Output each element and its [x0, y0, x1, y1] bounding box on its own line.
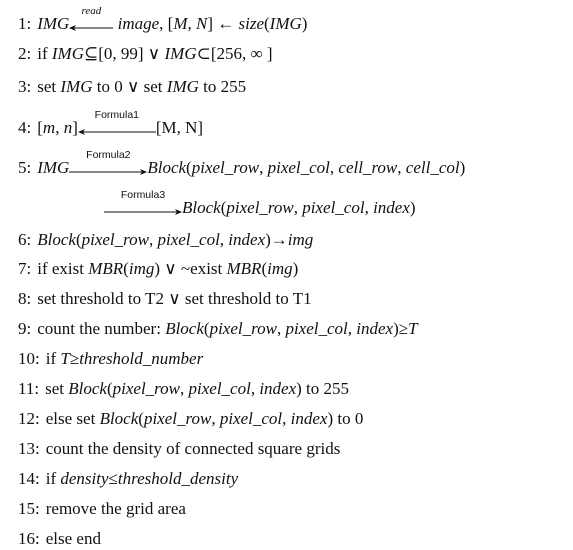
- math-variable: MBR: [88, 259, 124, 278]
- statement-text: (: [138, 409, 144, 428]
- math-variable: pixel_col: [302, 198, 365, 217]
- math-variable: threshold_number: [79, 349, 204, 368]
- statement-text: , [: [159, 14, 174, 33]
- statement-text: ≤: [108, 469, 118, 488]
- math-variable: IMG: [37, 158, 70, 177]
- statement-text: ,: [293, 198, 303, 217]
- line-number-separator: :: [26, 77, 32, 96]
- statement-text: to 0 ∨ set: [92, 77, 167, 96]
- line-number-separator: :: [26, 158, 32, 177]
- math-variable: T: [60, 349, 70, 368]
- statement-text: if exist: [37, 259, 89, 278]
- math-variable: index: [259, 379, 297, 398]
- line-number: 13: [18, 439, 35, 458]
- statement-text: ): [301, 14, 308, 33]
- statement-text: )≥: [393, 319, 409, 338]
- math-variable: Block: [68, 379, 107, 398]
- math-variable: Block: [182, 198, 221, 217]
- statement-text: (: [75, 230, 82, 249]
- line-number: 15: [18, 499, 35, 518]
- math-variable: img: [128, 259, 155, 278]
- statement-text: ,: [250, 379, 260, 398]
- math-variable: pixel_col: [285, 319, 348, 338]
- math-variable: index: [290, 409, 328, 428]
- math-variable: MBR: [226, 259, 262, 278]
- statement-text: ] ←: [207, 14, 239, 33]
- arrow-label: Formula3: [120, 189, 166, 202]
- algorithm-line: [18, 469, 238, 489]
- line-number-separator: :: [26, 319, 32, 338]
- algorithm-line: [18, 259, 298, 279]
- line-number: 8: [18, 289, 27, 308]
- line-number-separator: :: [35, 409, 40, 428]
- statement-text: count the number:: [37, 319, 166, 338]
- line-number-separator: :: [26, 14, 32, 33]
- line-number: 9: [18, 319, 27, 338]
- math-variable: T: [408, 319, 418, 338]
- math-variable: pixel_col: [188, 379, 251, 398]
- statement-text: )→: [265, 230, 288, 249]
- line-number: 7: [18, 259, 27, 278]
- line-number: 2: [18, 44, 27, 63]
- math-variable: IMG: [51, 44, 84, 63]
- right-arrow-icon: [104, 189, 182, 219]
- statement-text: (: [261, 259, 268, 278]
- algorithm-line: [18, 319, 418, 339]
- line-number-separator: :: [26, 118, 32, 137]
- math-variable: M: [173, 14, 188, 33]
- math-variable: IMG: [269, 14, 302, 33]
- line-number: 4: [18, 118, 27, 137]
- algorithm-line: [18, 44, 273, 64]
- math-variable: img: [287, 230, 314, 249]
- statement-text: (: [203, 319, 210, 338]
- statement-text: ) ∨ ~exist: [154, 259, 227, 278]
- statement-text: ,: [282, 409, 291, 428]
- math-variable: pixel_col: [219, 409, 283, 428]
- line-number-separator: :: [34, 379, 40, 398]
- statement-text: ,: [55, 118, 64, 137]
- line-number-separator: :: [35, 529, 40, 548]
- statement-text: ,: [148, 230, 158, 249]
- statement-text: ,: [276, 319, 286, 338]
- algorithm-line: [18, 109, 204, 139]
- statement-text: ) to 255: [296, 379, 350, 398]
- math-variable: m: [42, 118, 56, 137]
- right-arrow-icon: [69, 149, 147, 179]
- math-variable: pixel_row: [191, 158, 260, 177]
- line-number: 6: [18, 230, 27, 249]
- arrow-line: [78, 128, 156, 136]
- statement-text: remove the grid area: [45, 499, 186, 518]
- math-variable: pixel_row: [226, 198, 294, 217]
- statement-text: ): [459, 158, 466, 177]
- line-number-separator: :: [26, 44, 32, 63]
- line-number: 5: [18, 158, 27, 177]
- math-variable: IMG: [60, 77, 93, 96]
- math-variable: index: [373, 198, 410, 217]
- statement-text: if: [45, 469, 61, 488]
- math-variable: index: [356, 319, 394, 338]
- statement-text: [: [37, 118, 43, 137]
- line-number: 12: [18, 409, 35, 428]
- arrow-line: [69, 168, 147, 176]
- math-variable: index: [228, 230, 266, 249]
- math-variable: pixel_col: [157, 230, 220, 249]
- algorithm-line: [18, 439, 340, 459]
- statement-text: if: [45, 349, 61, 368]
- algorithm-line: [18, 409, 363, 429]
- line-number-separator: :: [26, 289, 32, 308]
- statement-text: if: [37, 44, 52, 63]
- algorithm-line: [18, 77, 246, 97]
- arrow-line: [69, 24, 113, 32]
- statement-text: set threshold to T2 ∨ set threshold to T1: [37, 289, 312, 308]
- statement-text: ,: [259, 158, 268, 177]
- arrow-label: read: [81, 5, 102, 18]
- statement-text: (: [123, 259, 129, 278]
- statement-text: (: [186, 158, 192, 177]
- statement-text: set: [37, 77, 61, 96]
- line-number: 1: [18, 14, 27, 33]
- math-variable: density: [60, 469, 109, 488]
- statement-text: ,: [219, 230, 229, 249]
- algorithm-line: [18, 5, 308, 35]
- line-number: 11: [18, 379, 35, 398]
- line-number-separator: :: [26, 230, 32, 249]
- line-number: 10: [18, 349, 35, 368]
- algorithm-line: [18, 149, 466, 179]
- statement-text: ,: [180, 379, 189, 398]
- arrow-line: [104, 208, 182, 216]
- algorithm-line: [18, 529, 101, 549]
- statement-text: ,: [397, 158, 406, 177]
- line-number: 3: [18, 77, 27, 96]
- statement-text: (: [220, 198, 227, 217]
- statement-text: ≥: [69, 349, 80, 368]
- statement-text: ): [292, 259, 299, 278]
- statement-text: ,: [329, 158, 339, 177]
- math-variable: pixel_col: [267, 158, 330, 177]
- statement-text: (: [106, 379, 113, 398]
- math-variable: pixel_row: [112, 379, 180, 398]
- math-variable: pixel_row: [81, 230, 149, 249]
- statement-text: ⊂[256, ∞ ]: [196, 44, 273, 63]
- line-number: 14: [18, 469, 35, 488]
- math-variable: IMG: [37, 14, 70, 33]
- line-number-separator: :: [35, 469, 40, 488]
- line-number-separator: :: [35, 439, 40, 458]
- math-variable: n: [63, 118, 73, 137]
- math-variable: N: [195, 14, 208, 33]
- arrow-label: Formula2: [86, 149, 131, 162]
- line-number: 16: [18, 529, 35, 548]
- statement-text: else end: [45, 529, 101, 548]
- algorithm-line: [18, 230, 313, 250]
- algorithm-line: [18, 289, 312, 309]
- left-arrow-icon: [69, 5, 113, 35]
- statement-text: (: [264, 14, 270, 33]
- math-variable: pixel_row: [143, 409, 212, 428]
- statement-text: ) to 0: [327, 409, 364, 428]
- math-variable: Block: [165, 319, 204, 338]
- algorithm-line: [104, 189, 416, 219]
- algorithm-line: [18, 379, 349, 399]
- line-number-separator: :: [35, 499, 40, 518]
- math-variable: threshold_density: [117, 469, 239, 488]
- statement-text: count the density of connected square grids: [45, 439, 341, 458]
- arrow-label: Formula1: [94, 109, 140, 122]
- statement-text: set: [45, 379, 69, 398]
- statement-text: ,: [364, 198, 374, 217]
- math-variable: pixel_row: [209, 319, 277, 338]
- statement-text: else set: [45, 409, 100, 428]
- statement-text: ⊆[0, 99] ∨: [83, 44, 165, 63]
- math-variable: img: [267, 259, 293, 278]
- math-variable: image: [113, 14, 160, 33]
- statement-text: ,: [211, 409, 220, 428]
- math-variable: cell_col: [405, 158, 460, 177]
- statement-text: ,: [347, 319, 357, 338]
- math-variable: IMG: [166, 77, 199, 96]
- algorithm-line: [18, 499, 186, 519]
- math-variable: size: [238, 14, 264, 33]
- statement-text: to 255: [198, 77, 247, 96]
- line-number-separator: :: [26, 259, 32, 278]
- math-variable: IMG: [164, 44, 197, 63]
- math-variable: cell_row: [338, 158, 398, 177]
- math-variable: Block: [37, 230, 76, 249]
- left-arrow-icon: [78, 109, 156, 139]
- line-number-separator: :: [35, 349, 40, 368]
- math-variable: Block: [147, 158, 187, 177]
- statement-text: ,: [187, 14, 196, 33]
- statement-text: ]: [72, 118, 78, 137]
- math-variable: Block: [99, 409, 139, 428]
- statement-text: ): [409, 198, 416, 217]
- algorithm-line: [18, 349, 203, 369]
- statement-text: [M, N]: [155, 118, 204, 137]
